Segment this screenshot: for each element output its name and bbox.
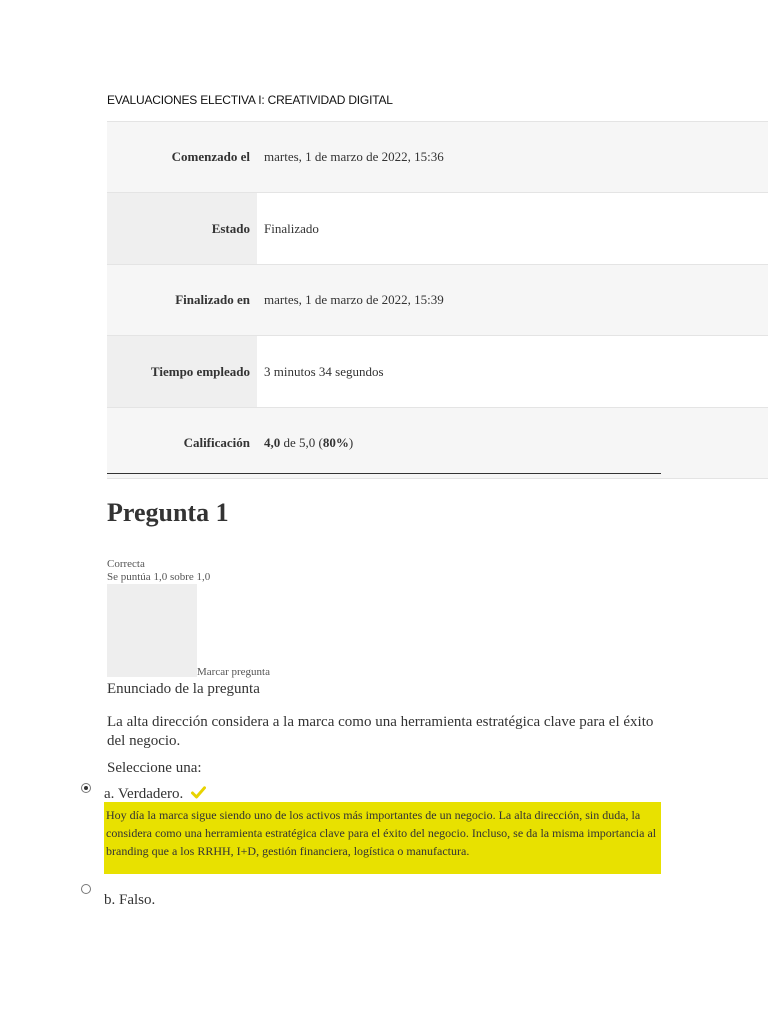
option-a-radio[interactable] [81,783,91,793]
summary-row-started [107,122,768,193]
divider [107,473,661,474]
summary-value [257,408,768,478]
summary-label: Tiempo empleado [107,336,257,407]
answer-feedback: Hoy día la marca sigue siendo uno de los activos más importantes de un negocio. La alta dirección, sin duda, la considera como una herramienta estratégica clave para el éxito del negocio. Incluso, se da la misma importancia al branding que a los RRHH, I+D, gestión financiera, logística o manufactura. [104,802,661,874]
summary-label: Estado [107,193,257,264]
summary-label: Comenzado el [107,122,257,192]
quiz-summary-table [107,121,768,479]
summary-value: martes, 1 de marzo de 2022, 15:36 [257,122,768,192]
question-mark: Se puntúa 1,0 sobre 1,0 [107,571,211,583]
question-heading: Enunciado de la pregunta [107,681,260,697]
summary-row-finished [107,265,768,336]
summary-value: 3 minutos 34 segundos [257,336,768,407]
grade-percent: 80% [322,435,349,450]
flag-question-link[interactable]: Marcar pregunta [197,666,270,678]
question-text: La alta dirección considera a la marca como una herramienta estratégica clave para el éxito del negocio. [107,714,654,749]
question-state: Correcta [107,558,145,570]
flag-question-box[interactable] [107,584,197,677]
question-info [107,558,210,584]
question-title: Pregunta 1 [107,498,229,527]
option-b-radio[interactable] [81,884,91,894]
select-one-prompt: Seleccione una: [107,760,202,776]
summary-row-time [107,336,768,408]
summary-value: martes, 1 de marzo de 2022, 15:39 [257,265,768,335]
summary-row-grade [107,408,768,479]
course-title: EVALUACIONES ELECTIVA I: CREATIVIDAD DIGITAL [107,93,393,107]
option-b[interactable] [104,892,155,909]
option-a-label: a. Verdadero. [104,786,184,802]
option-a[interactable] [104,786,206,803]
option-b-label: b. Falso. [104,892,156,908]
summary-row-state [107,193,768,265]
summary-label: Finalizado en [107,265,257,335]
summary-label: Calificación [107,408,257,478]
grade-value: 4,0 [264,435,281,450]
grade-close: ) [348,435,354,450]
check-icon [191,786,206,799]
grade-of: de 5,0 ( [280,435,323,450]
summary-value: Finalizado [257,193,768,264]
